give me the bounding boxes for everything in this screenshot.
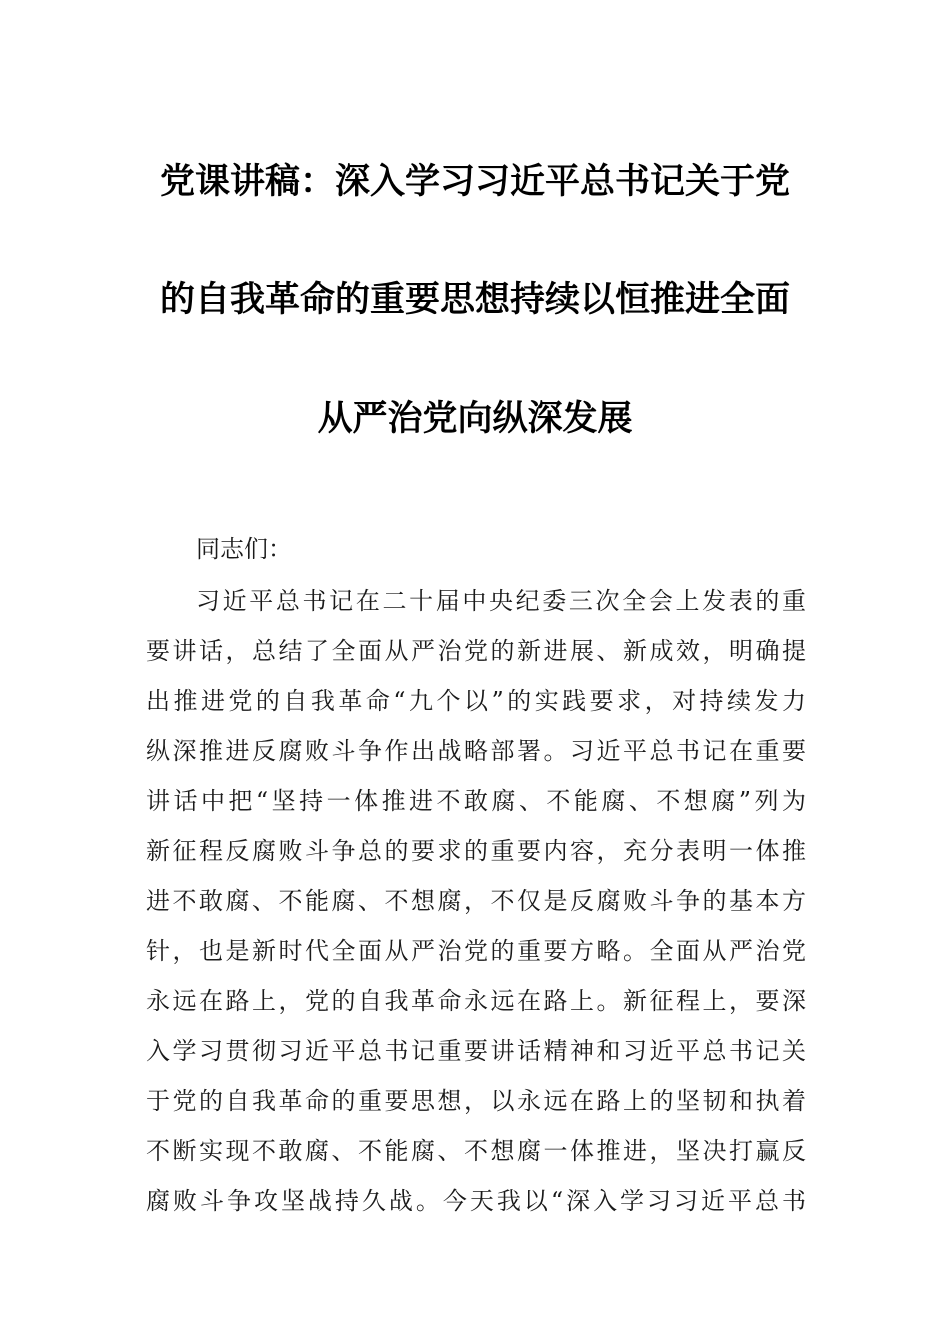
body-line: 于党的自我革命的重要思想，以永远在路上的坚韧和执着 xyxy=(146,1087,806,1115)
body-line: 讲话中把“坚持一体推进不敢腐、不能腐、不想腐”列为 xyxy=(146,787,806,815)
body-line: 腐败斗争攻坚战持久战。今天我以“深入学习习近平总书 xyxy=(146,1187,806,1215)
body-line: 针，也是新时代全面从严治党的重要方略。全面从严治党 xyxy=(146,937,806,965)
body-line: 要讲话，总结了全面从严治党的新进展、新成效，明确提 xyxy=(146,637,806,665)
body-line: 进不敢腐、不能腐、不想腐，不仅是反腐败斗争的基本方 xyxy=(146,887,806,915)
body-line: 出推进党的自我革命“九个以”的实践要求，对持续发力 xyxy=(146,687,806,715)
body-line: 纵深推进反腐败斗争作出战略部署。习近平总书记在重要 xyxy=(146,737,806,765)
body-line: 入学习贯彻习近平总书记重要讲话精神和习近平总书记关 xyxy=(146,1037,806,1065)
document-title-line-2: 的自我革命的重要思想持续以恒推进全面 xyxy=(159,280,790,320)
body-line: 新征程反腐败斗争总的要求的重要内容，充分表明一体推 xyxy=(146,837,806,865)
body-line: 习近平总书记在二十届中央纪委三次全会上发表的重 xyxy=(196,587,806,615)
document-title-line-3: 从严治党向纵深发展 xyxy=(317,399,633,439)
document-title-line-1: 党课讲稿：深入学习习近平总书记关于党 xyxy=(159,162,790,202)
body-line: 不断实现不敢腐、不能腐、不想腐一体推进，坚决打赢反 xyxy=(146,1137,806,1165)
body-line: 永远在路上，党的自我革命永远在路上。新征程上，要深 xyxy=(146,987,806,1015)
salutation: 同志们： xyxy=(196,535,292,563)
